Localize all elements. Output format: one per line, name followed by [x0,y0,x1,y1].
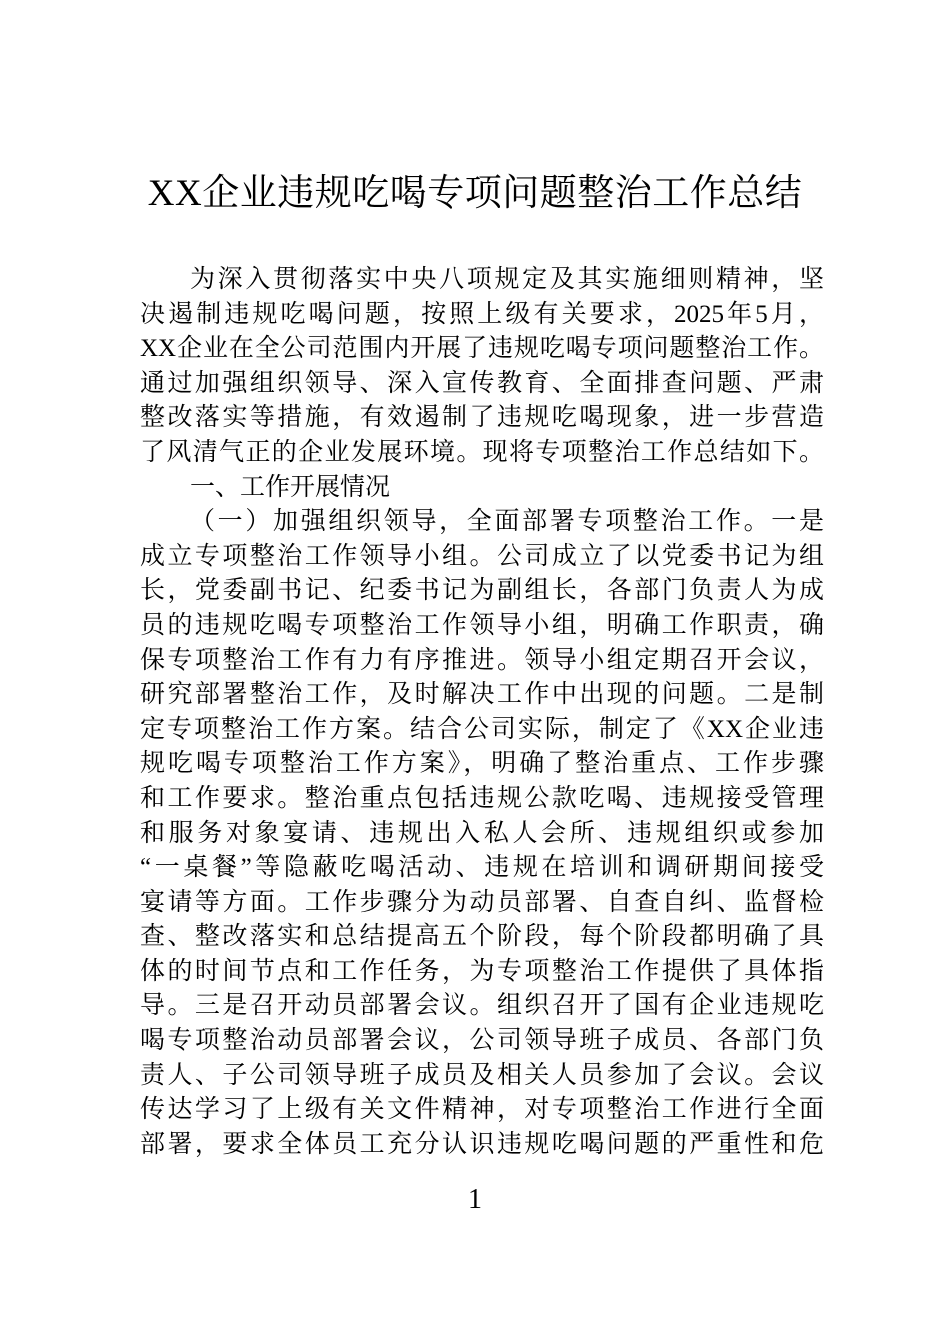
text-line: 宴请等方面。工作步骤分为动员部署、自查自纠、监督检 [140,888,824,916]
text-line: 研究部署整治工作，及时解决工作中出现的问题。二是制 [140,681,824,709]
text-line: 决遏制违规吃喝问题，按照上级有关要求，2025年5月， [140,300,824,328]
text-line: 了风清气正的企业发展环境。现将专项整治工作总结如下。 [140,438,824,466]
document-body [140,263,824,1162]
text-line: 导。三是召开动员部署会议。组织召开了国有企业违规吃 [140,992,824,1020]
page-number: 1 [468,1184,482,1215]
text-line: 长，党委副书记、纪委书记为副组长，各部门负责人为成 [140,577,824,605]
text-line: （一）加强组织领导，全面部署专项整治工作。一是 [190,508,824,536]
text-line: 和服务对象宴请、违规出入私人会所、违规组织或参加 [140,819,824,847]
text-line: “一桌餐”等隐蔽吃喝活动、违规在培训和调研期间接受 [140,854,824,882]
text-line: 成立专项整治工作领导小组。公司成立了以党委书记为组 [140,542,824,570]
text-line: 责人、子公司领导班子成员及相关人员参加了会议。会议 [140,1061,824,1089]
text-line: 为深入贯彻落实中央八项规定及其实施细则精神，坚 [190,266,824,293]
heading-line: 一、工作开展情况 [190,473,391,501]
text-line: 查、整改落实和总结提高五个阶段，每个阶段都明确了具 [140,923,824,951]
text-line: 通过加强组织领导、深入宣传教育、全面排查问题、严肃 [140,369,824,397]
text-line: 喝专项整治动员部署会议，公司领导班子成员、各部门负 [140,1027,824,1055]
text-line: 体的时间节点和工作任务，为专项整治工作提供了具体指 [140,957,824,985]
text-line: XX企业在全公司范围内开展了违规吃喝专项问题整治工作。 [140,335,824,363]
text-line: 整改落实等措施，有效遏制了违规吃喝现象，进一步营造 [140,404,824,432]
text-line: 规吃喝专项整治工作方案》，明确了整治重点、工作步骤 [140,750,824,778]
text-line: 保专项整治工作有力有序推进。领导小组定期召开会议， [140,646,824,674]
text-line: 员的违规吃喝专项整治工作领导小组，明确工作职责，确 [140,611,824,639]
document-title: XX企业违规吃喝专项问题整治工作总结 [147,173,803,214]
text-line: 定专项整治工作方案。结合公司实际，制定了《XX企业违 [140,715,824,743]
text-line: 传达学习了上级有关文件精神，对专项整治工作进行全面 [140,1096,824,1124]
text-line: 部署，要求全体员工充分认识违规吃喝问题的严重性和危 [140,1130,824,1158]
text-line: 和工作要求。整治重点包括违规公款吃喝、违规接受管理 [140,784,824,812]
